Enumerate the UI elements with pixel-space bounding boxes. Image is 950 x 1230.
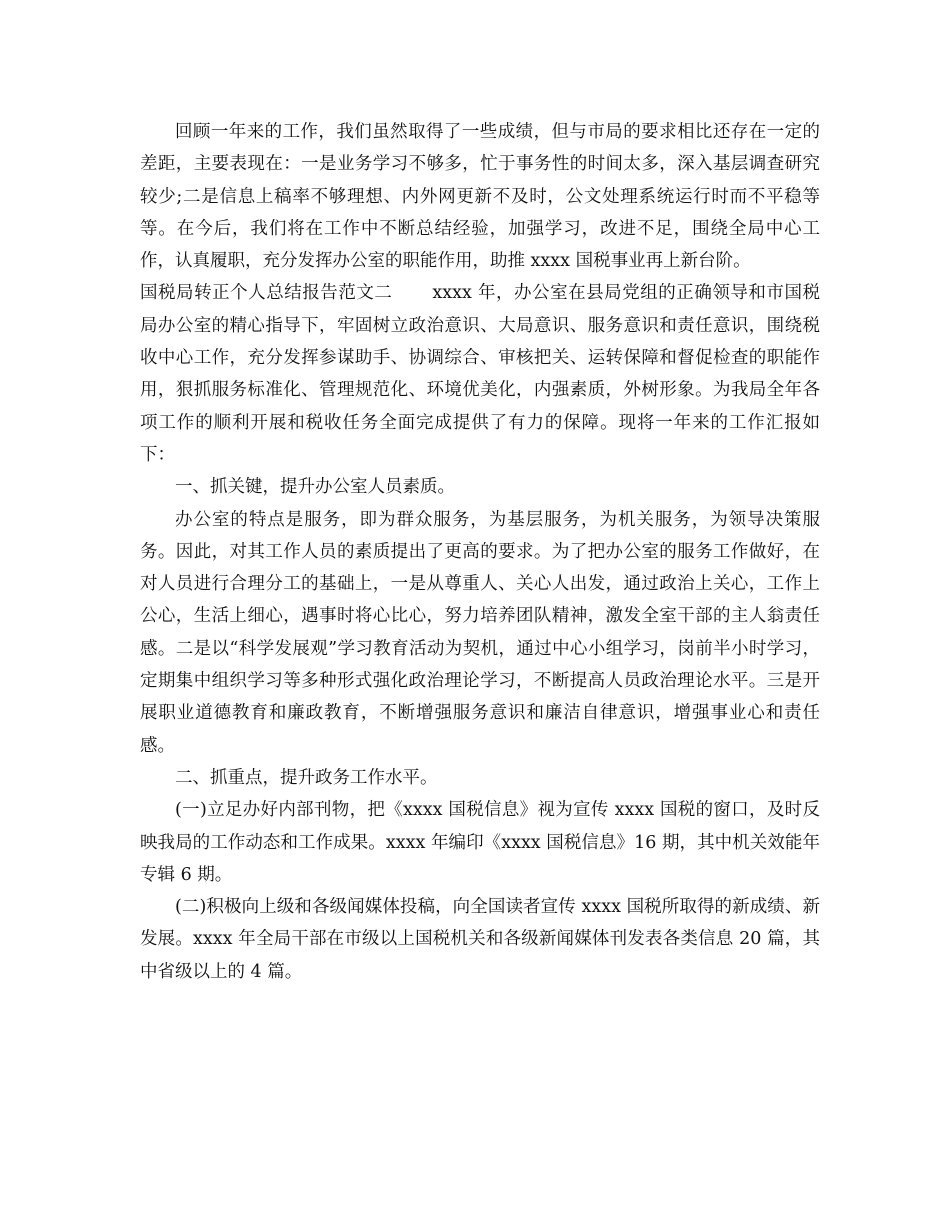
document-body (140, 116, 820, 988)
paragraph-5: 二、抓重点，提升政务工作水平。 (175, 767, 438, 788)
paragraph-3: 一、抓关键，提升办公室人员素质。 (175, 477, 455, 498)
paragraph-1: 回顾一年来的工作，我们虽然取得了一些成绩，但与市局的要求相比还存在一定的差距，主要表现在：一是业务学习不够多，忙于事务性的时间太多，深入基层调查研究较少;二是信息上稿率不够理想、内外网更新不及时，公文处理系统运行时而不平稳等等。在今后，我们将在工作中不断总结经验，加强学习，改进不足，围绕全局中心工作，认真履职，充分发挥办公室的职能作用，助推 xxxx 国税事业再上新台阶。 (140, 122, 820, 272)
paragraph-2 (140, 277, 820, 471)
paragraph-7: (二)积极向上级和各级闻媒体投稿，向全国读者宣传 xxxx 国税所取得的新成绩、新发展。xxxx 年全局干部在市级以上国税机关和各级新闻媒体刊发表各类信息 20 篇，其中省级以上的 4 篇。 (140, 897, 820, 982)
paragraph-6: (一)立足办好内部刊物，把《xxxx 国税信息》视为宣传 xxxx 国税的窗口，及时反映我局的工作动态和工作成果。xxxx 年编印《xxxx 国税信息》16 期，其中机关效能年专辑 6 期。 (140, 800, 820, 885)
paragraph-2-text: xxxx 年，办公室在县局党组的正确领导和市国税局办公室的精心指导下，牢固树立政治意识、大局意识、服务意识和责任意识，围绕税收中心工作，充分发挥参谋助手、协调综合、审核把关、运转保障和督促检查的职能作用，狠抓服务标准化、管理规范化、环境优美化，内强素质，外树形象。为我局全年各项工作的顺利开展和税收任务全面完成提供了有力的保障。现将一年来的工作汇报如下： (140, 283, 820, 465)
section-heading: 国税局转正个人总结报告范文二 (140, 283, 393, 304)
paragraph-4: 办公室的特点是服务，即为群众服务，为基层服务，为机关服务，为领导决策服务。因此，对其工作人员的素质提出了更高的要求。为了把办公室的服务工作做好，在对人员进行合理分工的基础上，一是从尊重人、关心人出发，通过政治上关心，工作上公心，生活上细心，遇事时将心比心，努力培养团队精神，激发全室干部的主人翁责任感。二是以“科学发展观”学习教育活动为契机，通过中心小组学习，岗前半小时学习，定期集中组织学习等多种形式强化政治理论学习，不断提高人员政治理论水平。三是开展职业道德教育和廉政教育，不断增强服务意识和廉洁自律意识，增强事业心和责任感。 (140, 509, 820, 756)
